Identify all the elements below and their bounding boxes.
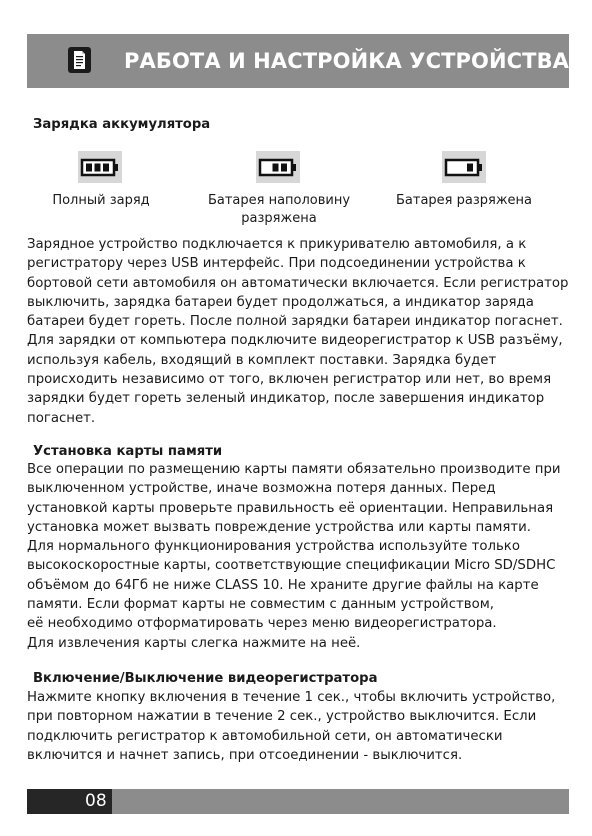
section-title-power: Включение/Выключение видеорегистратора bbox=[33, 671, 378, 686]
text-line: происходить независимо от того, включен регистратор или нет, во время bbox=[27, 372, 552, 388]
text-line: используя кабель, входящий в комплект поставки. Зарядка будет bbox=[27, 352, 497, 368]
battery-half-label-line: разряжена bbox=[241, 211, 317, 226]
text-line: Для зарядки от компьютера подключите видеорегистратор к USB разъёму, bbox=[27, 333, 563, 349]
document-icon bbox=[68, 47, 91, 73]
page-header bbox=[27, 34, 569, 88]
text-line: установкой карты проверьте правильность её ориентации. Неправильная bbox=[27, 500, 554, 516]
text-line: включится и начнет запись, при отсоединении - выключится. bbox=[27, 747, 463, 763]
text-line: высокоскоростные карты, соответствующие спецификации Micro SD/SDHC bbox=[27, 558, 556, 574]
text-line: подключить регистратор к автомобильной сети, он автоматически bbox=[27, 728, 503, 744]
page-title: РАБОТА И НАСТРОЙКА УСТРОЙСТВА bbox=[124, 49, 570, 73]
text-line: регистратору через USB интерфейс. При подсоединении устройства к bbox=[27, 256, 526, 272]
text-line: её необходимо отформатировать через меню видеорегистратора. bbox=[27, 616, 497, 632]
battery-low-label bbox=[385, 192, 543, 210]
text-line: Все операции по размещению карты памяти обязательно производите при bbox=[27, 462, 561, 477]
text-line: бортовой сети автомобиля он автоматически включается. Если регистратор bbox=[27, 275, 569, 291]
section-title-charging: Зарядка аккумулятора bbox=[33, 117, 211, 132]
battery-low-icon bbox=[442, 151, 486, 183]
text-line: Для нормального функционирования устройства используйте только bbox=[27, 539, 520, 555]
text-line: при повторном нажатии в течение 2 сек., устройство выключится. Если bbox=[27, 709, 537, 725]
power-paragraph bbox=[27, 688, 555, 765]
footer-bar bbox=[112, 789, 569, 814]
text-line: Для извлечения карты слегка нажмите на неё. bbox=[27, 635, 361, 651]
charging-paragraph bbox=[27, 235, 569, 428]
text-line: погаснет. bbox=[27, 410, 96, 426]
section-title-memory-card: Установка карты памяти bbox=[33, 444, 223, 459]
text-line: выключить, зарядка батареи будет продолжаться, а индикатор заряда bbox=[27, 294, 534, 310]
battery-half-label bbox=[198, 192, 360, 228]
text-line: выключенном устройстве, иначе возможна потеря данных. Перед bbox=[27, 481, 496, 497]
memory-card-paragraph bbox=[27, 460, 561, 653]
battery-full-label bbox=[33, 192, 169, 210]
battery-full-icon bbox=[78, 151, 122, 183]
text-line: памяти. Если формат карты не совместим с данным устройством, bbox=[27, 597, 494, 613]
text-line: объёмом до 64Гб не ниже CLASS 10. Не храните другие файлы на карте bbox=[27, 577, 539, 593]
text-line: Нажмите кнопку включения в течение 1 сек., чтобы включить устройство, bbox=[27, 690, 556, 705]
text-line: зарядки будет гореть зеленый индикатор, после завершения индикатор bbox=[27, 391, 545, 407]
page-number: 08 bbox=[85, 791, 107, 811]
battery-low-label-line: Батарея разряжена bbox=[395, 193, 532, 208]
text-line: установка может вызвать повреждение устройства или карты памяти. bbox=[27, 519, 532, 535]
text-line: Зарядное устройство подключается к прикуривателю автомобиля, а к bbox=[27, 237, 527, 252]
battery-full-label-line: Полный заряд bbox=[52, 193, 150, 208]
footer-page-tab bbox=[27, 789, 112, 814]
battery-half-icon bbox=[256, 151, 300, 183]
battery-half-label-line: Батарея наполовину bbox=[207, 193, 351, 208]
text-line: батареи будет гореть. После полной зарядки батареи индикатор погаснет. bbox=[27, 314, 563, 330]
